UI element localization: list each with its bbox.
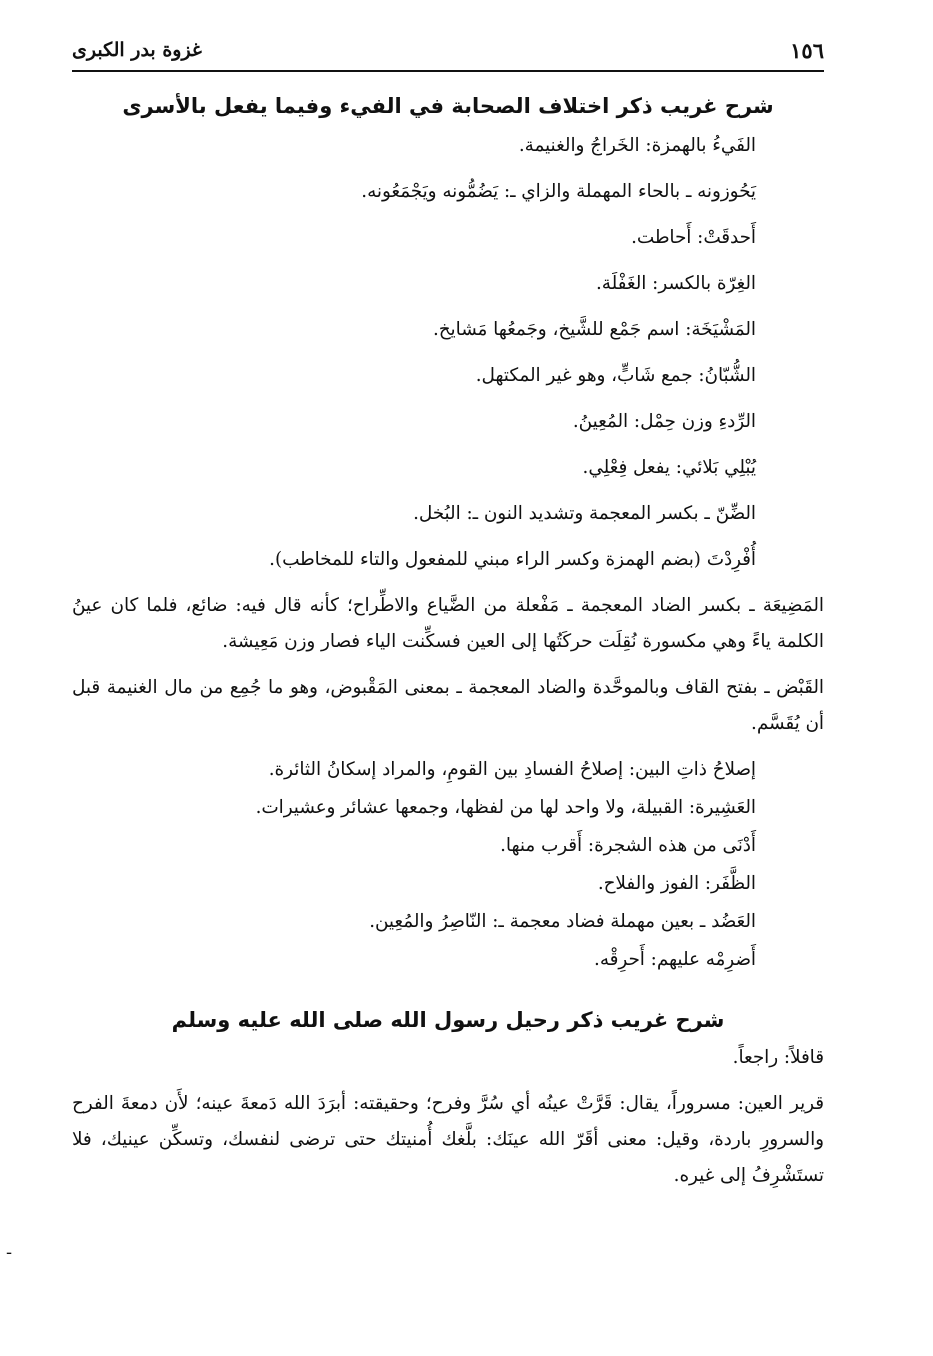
glossary-entry: إصلاحُ ذاتِ البين: إصلاحُ الفسادِ بين القومِ، والمراد إسكانُ الثائرة. — [268, 759, 756, 780]
glossary-entry: يَحُوزونه ـ بالحاء المهملة والزاي ـ: يَضُمُّونه ويَجْمَعُونه. — [361, 181, 756, 202]
glossary-section-spoils — [72, 128, 824, 978]
glossary-entry: قرير العين: مسروراً، يقال: قَرَّتْ عينُه أي سُرَّ وفرح؛ وحقيقته: أبرَدَ الله دَمعةَ عينه؛ لأَن دمعةَ الفرح والسرورِ باردة، وقيل: معنى أقَرّ الله عينَك: بلَّغك أُمنيتك حتى ترضى لنفسك، وتسكِّن عينيك، فلا تستَشْرِفُ إلى غيره. — [72, 1093, 824, 1186]
page-number: ١٥٦ — [790, 37, 824, 63]
glossary-entry: أُفْرِدْتَ (بضم الهمزة وكسر الراء مبني للمفعول والتاء للمخاطب). — [269, 549, 756, 570]
margin-mark: - — [6, 1242, 13, 1263]
glossary-entry: القَبْض ـ بفتح القاف وبالموحَّدة والضاد المعجمة ـ بمعنى المَقْبوض، وهو ما جُمِع من مال الغنيمة قبل أن يُقَسَّم. — [72, 677, 824, 734]
glossary-entry: العَضُد ـ بعين مهملة فضاد معجمة ـ: النّاصِرُ والمُعِين. — [369, 911, 756, 932]
book-title: غزوة بدر الكبرى — [72, 39, 202, 61]
glossary-entry: الرِّدءِ وزن حِمْل: المُعِينُ. — [572, 411, 756, 432]
running-header — [72, 30, 824, 72]
glossary-entry: أَدْنَى من هذه الشجرة: أَقرب منها. — [500, 835, 756, 856]
glossary-entry: المَضِيعَة ـ بكسر الضاد المعجمة ـ مَفْعلة من الضَّياع والاطِّراح؛ كأنه قال فيه: ضائع، فلما كان عينُ الكلمة ياءً وهي مكسورة نُقِلَت حركَتُها إلى العين فسكِّنت الياء فصار وزن مَعِيشة. — [72, 595, 824, 652]
section-heading-spoils: شرح غريب ذكر اختلاف الصحابة في الفيء وفيما يفعل بالأسرى — [122, 94, 774, 118]
glossary-entry: العَشِيرة: القبيلة، ولا واحد لها من لفظها، وجمعها عشائر وعشيرات. — [255, 797, 756, 818]
glossary-entry: يُبْلِي بَلائي: يفعل فِعْلِي. — [582, 457, 756, 478]
glossary-section-departure — [72, 1040, 824, 1194]
glossary-entry: الفَيءُ بالهمزة: الخَراجُ والغنيمة. — [518, 135, 756, 156]
glossary-entry: أَضرِمْه عليهم: أَحرِقْه. — [594, 949, 756, 970]
glossary-entry: قافلاً: راجعاً. — [732, 1047, 824, 1068]
glossary-entry: الضِّنّ ـ بكسر المعجمة وتشديد النون ـ: البُخل. — [413, 503, 756, 524]
glossary-entry: المَشْيَخَة: اسم جَمْع للشَّيخ، وجَمعُها مَشايخ. — [432, 319, 756, 340]
glossary-entry: أَحدقَتْ: أَحاطت. — [631, 227, 756, 248]
glossary-entry: الشُّبّانُ: جمع شَابٍّ، وهو غير المكتهل. — [475, 365, 756, 386]
glossary-entry: الظَّفَر: الفوز والفلاح. — [597, 873, 756, 894]
glossary-entry: الغِرّة بالكسر: الغَفْلَة. — [595, 273, 756, 294]
book-page — [72, 30, 824, 1204]
section-heading-departure: شرح غريب ذكر رحيل رسول الله صلى الله عليه وسلم — [171, 1008, 725, 1032]
